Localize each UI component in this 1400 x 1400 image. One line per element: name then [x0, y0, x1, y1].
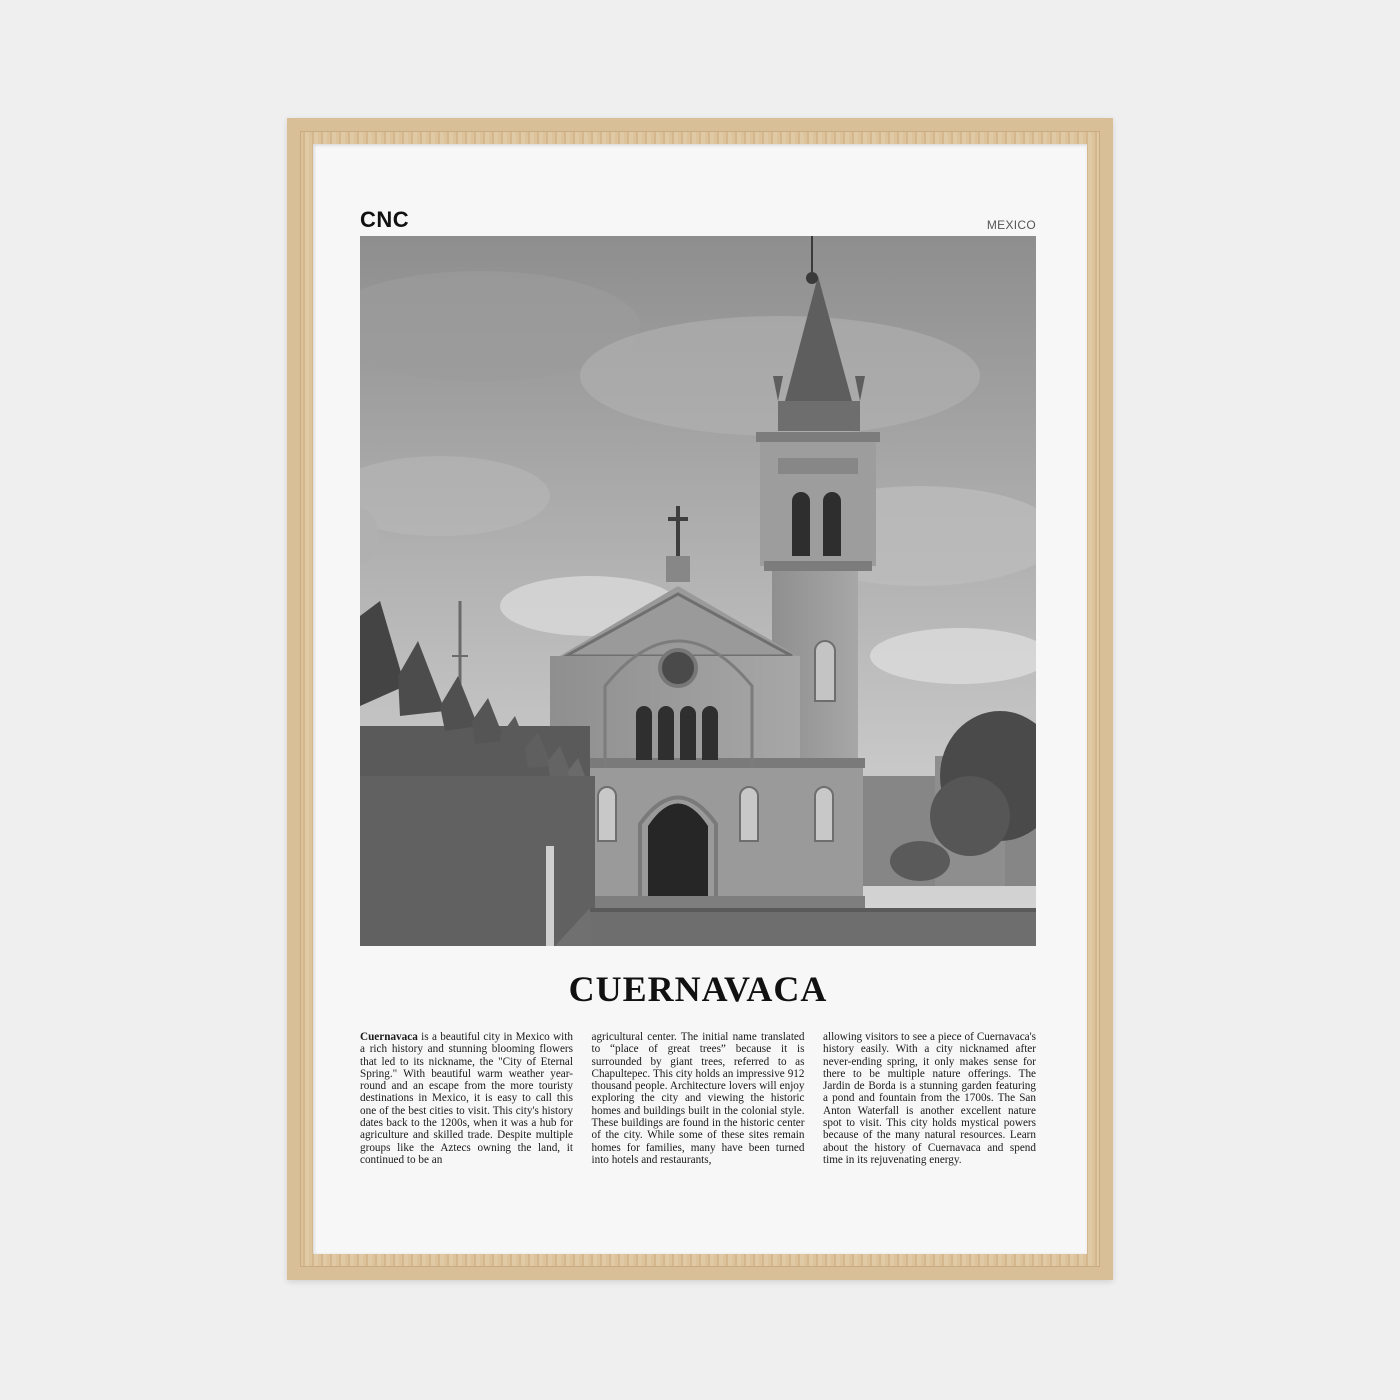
- city-code: CNC: [360, 207, 410, 232]
- church-photo: [360, 236, 1036, 946]
- lead-word: Cuernavaca: [360, 1031, 418, 1043]
- description-columns: [360, 1031, 1036, 1166]
- col1-text: is a beautiful city in Mexico with a rich history and stunning blooming flowers that led to its nickname, the "City of Eternal Spring." With beautiful warm weather year-round and an escape from the more touristy destinations in Mexico, it is easy to call this one of the best cities to visit. This city's history dates back to the 1200s, when it was a hub for agriculture and skilled trade. Despite multiple groups like the Aztecs owning the land, it continued to be an: [360, 1031, 573, 1166]
- city-title: CUERNAVACA: [568, 969, 828, 1009]
- description-col-2: agricultural center. The initial name translated to “place of great trees” because it is surrounded by giant trees, referred to as Chapultepec. This city holds an impressive 912 thousand people. Architecture lovers will enjoy exploring the city and viewing the historic homes and buildings built in the colonial style. These buildings are found in the historic center of the city. While some of these sites remain homes for families, many have been turned into hotels and restaurants,: [591, 1031, 805, 1166]
- description-col-3: allowing visitors to see a piece of Cuernavaca's history easily. With a city nicknamed after never-ending spring, it only makes sense for there to be multiple nature offerings. The Jardin de Borda is a stunning garden featuring a pond and fountain from the 1700s. The San Anton Waterfall is another excellent nature spot to visit. This city holds mystical powers because of the many natural resources. Learn about the history of Cuernavaca and spend time in its rejuvenating energy.: [823, 1031, 1036, 1166]
- country-label: MEXICO: [986, 218, 1036, 232]
- description-col-1: [360, 1031, 573, 1166]
